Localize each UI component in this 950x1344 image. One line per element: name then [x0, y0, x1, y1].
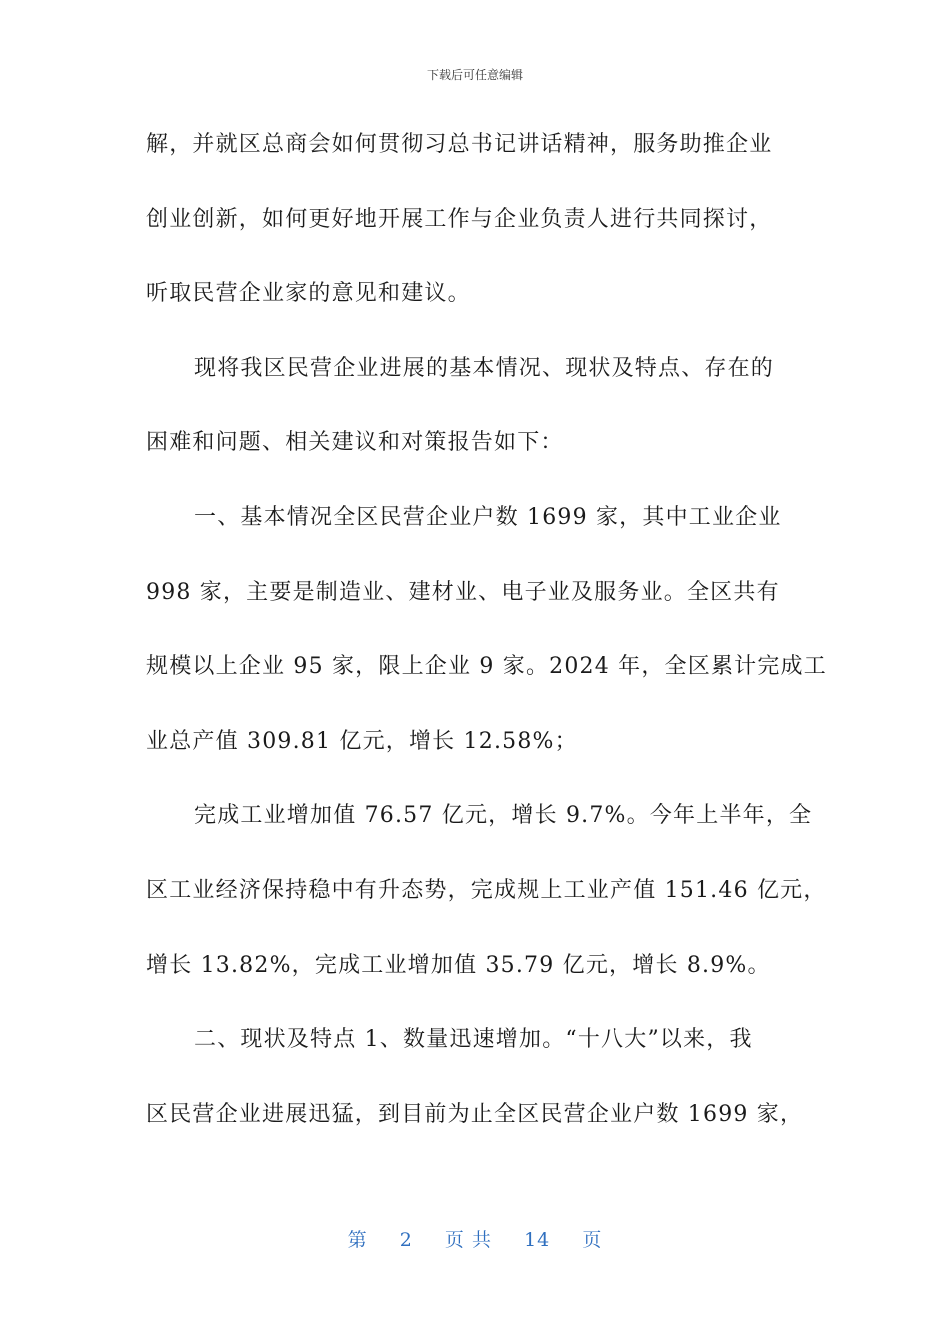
text-line: 增长 13.82%，完成工业增加值 35.79 亿元，增长 8.9%。 — [146, 952, 771, 978]
paragraph-start-line: 现将我区民营企业进展的基本情况、现状及特点、存在的 — [194, 355, 775, 381]
footer-middle: 页 共 — [444, 1229, 492, 1251]
footer-prefix: 第 — [347, 1229, 368, 1251]
text-line: 业总产值 309.81 亿元，增长 12.58%； — [146, 728, 578, 754]
text-line: 规模以上企业 95 家，限上企业 9 家。2024 年，全区累计完成工 — [146, 654, 827, 680]
text-line: 创业创新，如何更好地开展工作与企业负责人进行共同探讨， — [146, 206, 773, 232]
footer-suffix: 页 — [582, 1229, 603, 1251]
text-line: 听取民营企业家的意见和建议。 — [146, 281, 471, 307]
paragraph-start-line: 完成工业增加值 76.57 亿元，增长 9.7%。今年上半年，全 — [194, 803, 813, 829]
page-footer — [0, 1225, 950, 1252]
document-body — [146, 125, 826, 1169]
text-line: 困难和问题、相关建议和对策报告如下： — [146, 430, 564, 456]
current-page-number: 2 — [399, 1229, 413, 1251]
text-line: 解，并就区总商会如何贯彻习总书记讲话精神，服务助推企业 — [146, 132, 773, 157]
paragraph-start-line: 一、基本情况全区民营企业户数 1699 家，其中工业企业 — [194, 504, 782, 530]
total-pages-number: 14 — [524, 1229, 551, 1251]
paragraph-start-line: 二、现状及特点 1、数量迅速增加。“十八大”以来，我 — [194, 1027, 753, 1053]
text-line: 区工业经济保持稳中有升态势，完成规上工业产值 151.46 亿元， — [146, 877, 827, 903]
text-line: 998 家，主要是制造业、建材业、电子业及服务业。全区共有 — [146, 579, 780, 605]
page-header-note: 下载后可任意编辑 — [426, 68, 523, 82]
text-line: 区民营企业进展迅猛，到目前为止全区民营企业户数 1699 家， — [146, 1101, 804, 1127]
